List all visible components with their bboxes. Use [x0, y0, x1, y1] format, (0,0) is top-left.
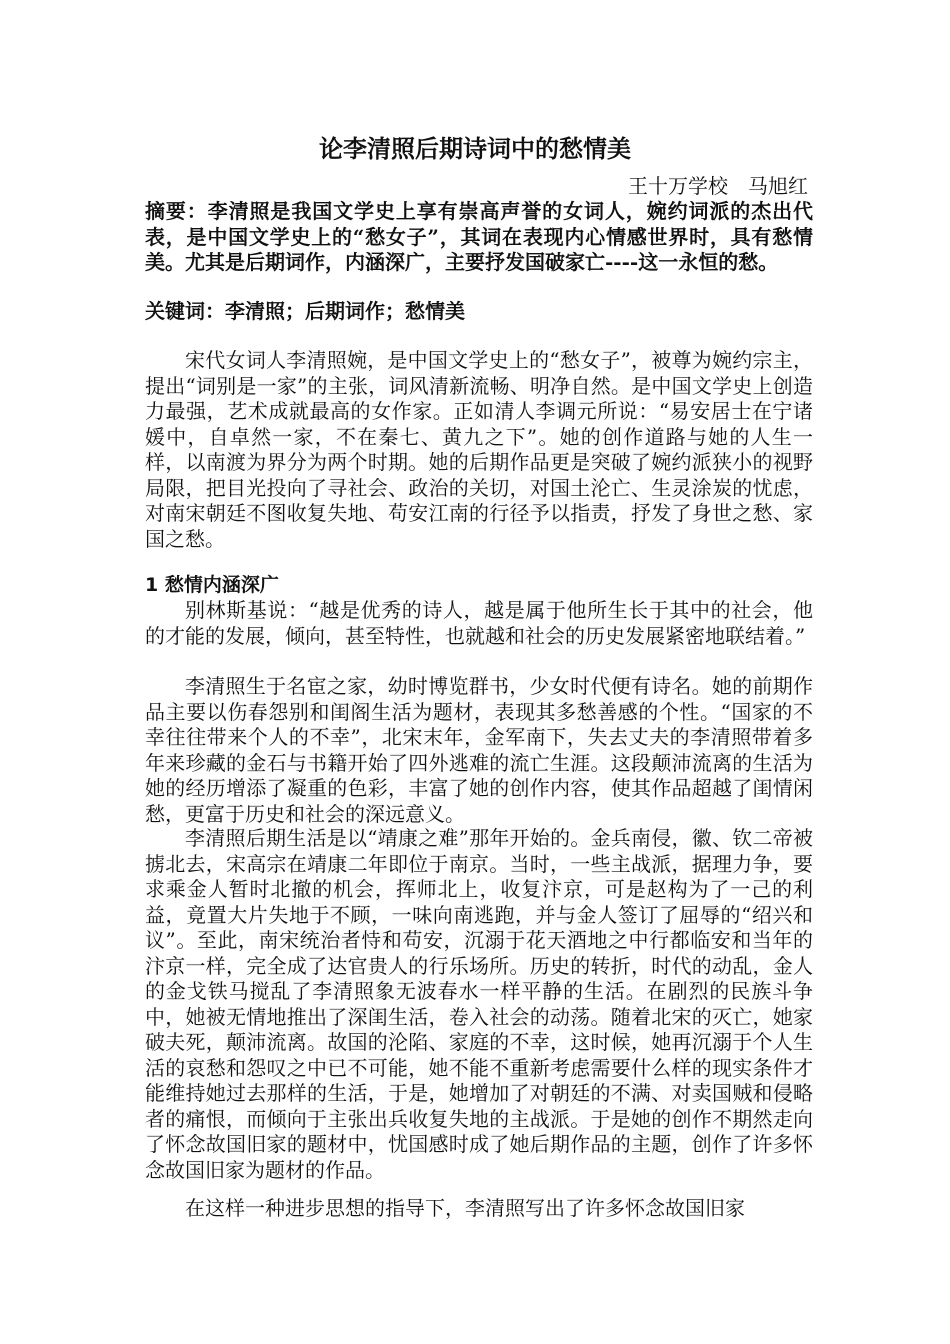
body-paragraph: 李清照生于名宦之家，幼时博览群书，少女时代便有诗名。她的前期作品主要以伤春怨别和闺阁生活为题材，表现其多愁善感的个性。“国家的不幸往往带来个人的不幸”，北宋末年，金军南下，失去丈夫的李清照带着多年来珍藏的金石与书籍开始了四外逃难的流亡生涯。这段颠沛流离的生活为她的经历增添了凝重的色彩，丰富了她的创作内容，使其作品超越了闺情闲愁，更富于历史和社会的深远意义。 — [145, 674, 813, 826]
body-paragraph: 在这样一种进步思想的指导下，李清照写出了许多怀念故国旧家 — [185, 1196, 745, 1220]
page-title: 论李清照后期诗词中的愁情美 — [319, 135, 631, 163]
abstract: 摘要：李清照是我国文学史上享有崇高声誉的女词人，婉约词派的杰出代表，是中国文学史上的“愁女子”，其词在表现内心情感世界时，具有愁情美。尤其是后期词作，内涵深广，主要抒发国破家亡----这一永恒的愁。 — [145, 199, 813, 274]
intro-paragraph: 宋代女词人李清照婉，是中国文学史上的“愁女子”，被尊为婉约宗主，提出“词别是一家”的主张，词风清新流畅、明净自然。是中国文学史上创造力最强，艺术成就最高的女作家。正如清人李调元所说：“易安居士在宁诸媛中，自卓然一家，不在秦七、黄九之下”。她的创作道路与她的人生一样，以南渡为界分为两个时期。她的后期作品更是突破了婉约派狭小的视野局限，把目光投向了寻社会、政治的关切，对国土沦亡、生灵涂炭的忧虑，对南宋朝廷不图收复失地、苟安江南的行径予以指责，抒发了身世之愁、家国之愁。 — [145, 348, 813, 551]
body-paragraph: 李清照后期生活是以“靖康之难”那年开始的。金兵南侵，徽、钦二帝被掳北去，宋高宗在靖康二年即位于南京。当时，一些主战派，据理力争，要求乘金人暂时北撤的机会，挥师北上，收复汴京，可是赵构为了一己的利益，竟置大片失地于不顾，一味向南逃跑，并与金人签订了屈辱的“绍兴和议”。至此，南宋统治者恃和苟安，沉溺于花天酒地之中行都临安和当年的汴京一样，完全成了达官贵人的行乐场所。历史的转折，时代的动乱，金人的金戈铁马搅乱了李清照象无波春水一样平静的生活。在剧烈的民族斗争中，她被无情地推出了深闺生活，卷入社会的动荡。随着北宋的灭亡，她家破夫死，颠沛流离。故国的沦陷、家庭的不幸，这时候，她再沉溺于个人生活的哀愁和怨叹之中已不可能，她不能不重新考虑需要什么样的现实条件才能维持她过去那样的生活，于是，她增加了对朝廷的不满、对卖国贼和侵略者的痛恨，而倾向于主张出兵收复失地的主战派。于是她的创作不期然走向了怀念故国旧家的题材中，忧国感时成了她后期作品的主题，创作了许多怀念故国旧家为题材的作品。 — [145, 826, 813, 1182]
section-heading: 1 愁情内涵深广 — [145, 574, 279, 596]
keywords: 关键词：李清照；后期词作；愁情美 — [145, 299, 465, 323]
body-paragraph: 别林斯基说：“越是优秀的诗人，越是属于他所生长于其中的社会，他的才能的发展，倾向，甚至特性，也就越和社会的历史发展紧密地联结着。” — [145, 598, 813, 648]
author-line: 王十万学校 马旭红 — [628, 174, 808, 198]
